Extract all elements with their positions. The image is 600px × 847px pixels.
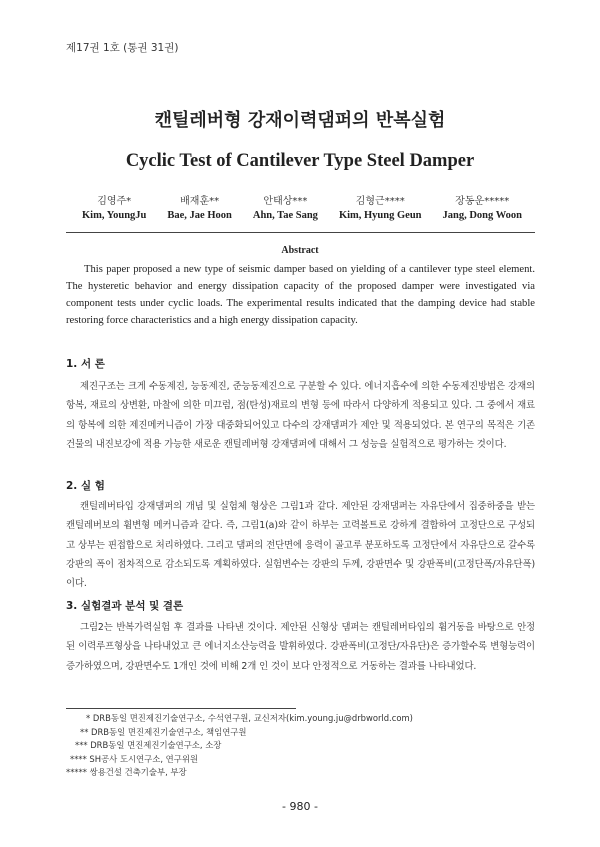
section-text-experiment: 캔틸레버타입 강재댐퍼의 개념 및 실험체 형상은 그림1과 같다. 제안된 강재댐퍼는 자유단에서 집중하중을 받는 캔틸레버보의 휨변형 메커니즘과 같다. 즉, 그림1(a)와 같이 하부는 고력볼트로 강하게 결합하여 고정단으로 구성되고 상부는 핀접합으로 처리하였다. 그리고 댐퍼의 전단면에 응력이 골고루 분포하도록 고정단에서 자유단으로 갈수록 강판의 폭이 점차적으로 감소되도록 계획하였다. 실험변수는 강판의 두께, 강판면수 및 강판폭비(고정단폭/자유단폭)이다.	[66, 501, 535, 590]
author-name-english: Ahn, Tae Sang	[252, 210, 318, 221]
author-name-english: Jang, Dong Woon	[442, 210, 522, 221]
footnote: ***** 쌍용건설 건축기술부, 부장	[66, 767, 187, 777]
author-name-korean: 안태상***	[263, 196, 308, 207]
issue-info: 제17권 1호 (통권 31권)	[66, 42, 179, 54]
author-list	[82, 192, 522, 221]
author-name-english: Bae, Jae Hoon	[167, 210, 232, 221]
footnote: *** DRB동일 면진제진기술연구소, 소장	[75, 740, 222, 750]
author-name-korean: 장동운*****	[455, 196, 510, 207]
section-heading-introduction: 1. 서 론	[66, 358, 105, 370]
footnote: **** SH공사 도시연구소, 연구위원	[70, 753, 199, 764]
header-divider	[66, 232, 535, 233]
footnote: * DRB동일 면진제진기술연구소, 수석연구원, 교신저자(kim.young.ju@drbworld.com)	[86, 713, 413, 723]
abstract-heading: Abstract	[281, 245, 319, 256]
author-5	[443, 192, 522, 221]
title-korean: 캔틸레버형 강재이력댐퍼의 반복실험	[154, 110, 446, 131]
author-name-english: Kim, Hyung Geun	[338, 210, 422, 221]
title-english: Cyclic Test of Cantilever Type Steel Damper	[125, 151, 475, 171]
footnotes	[66, 712, 413, 780]
author-name-english: Kim, YoungJu	[82, 210, 147, 221]
author-2	[167, 192, 231, 221]
section-heading-results: 3. 실험결과 분석 및 결론	[66, 600, 184, 612]
author-3	[253, 192, 318, 221]
author-name-korean: 배재훈**	[180, 196, 220, 207]
footnote-divider	[66, 708, 296, 709]
author-1	[82, 192, 146, 221]
section-heading-experiment: 2. 실 험	[66, 480, 105, 492]
author-name-korean: 김영주*	[97, 196, 132, 207]
footnote: ** DRB동일 면진제진기술연구소, 책임연구원	[80, 726, 247, 737]
author-name-korean: 김형근****	[355, 196, 405, 207]
section-text-introduction: 제진구조는 크게 수동제진, 능동제진, 준능동제진으로 구분할 수 있다. 에너지흡수에 의한 수동제진방법은 강재의 항복, 재료의 상변환, 마찰에 의한 미끄럼, 점(탄성)재료의 변형 등에 따라서 다양하게 적용되고 있다. 그 중에서 재료의 항복에 의한 제진메커니즘이 가장 대중화되어있고 다수의 강재댐퍼가 제안 및 적용되었다. 본 연구의 목적은 기존 건물의 내진보강에 적용 가능한 새로운 캔틸레버형 강재댐퍼에 대해서 그 성능을 실험적으로 평가하는 것이다.	[66, 381, 535, 450]
section-text-results: 그림2는 반복가력실험 후 결과를 나타낸 것이다. 제안된 신형상 댐퍼는 캔틸레버타입의 휨거동을 바탕으로 안정된 이력루프형상을 나타내었고 큰 에너지소산능력을 발휘하였다. 강판폭비(고정단/자유단)은 증가할수록 변형능력이 증가하였으며, 강판면수도 1개인 것에 비해 2개 인 것이 보다 안정적으로 거동하는 결과를 나타내었다.	[66, 622, 535, 672]
page-number: - 980 -	[282, 800, 318, 813]
author-4	[339, 192, 422, 221]
abstract-text: This paper proposed a new type of seismic damper based on yielding of a cantilever type steel element. The hysteretic behavior and energy dissipation capacity of the proposed damper were investigated via component tests under cyclic loads. The experimental results indicated that the damping device had stable restoring force characteristics and a high energy dissipation capacity.	[66, 264, 535, 326]
